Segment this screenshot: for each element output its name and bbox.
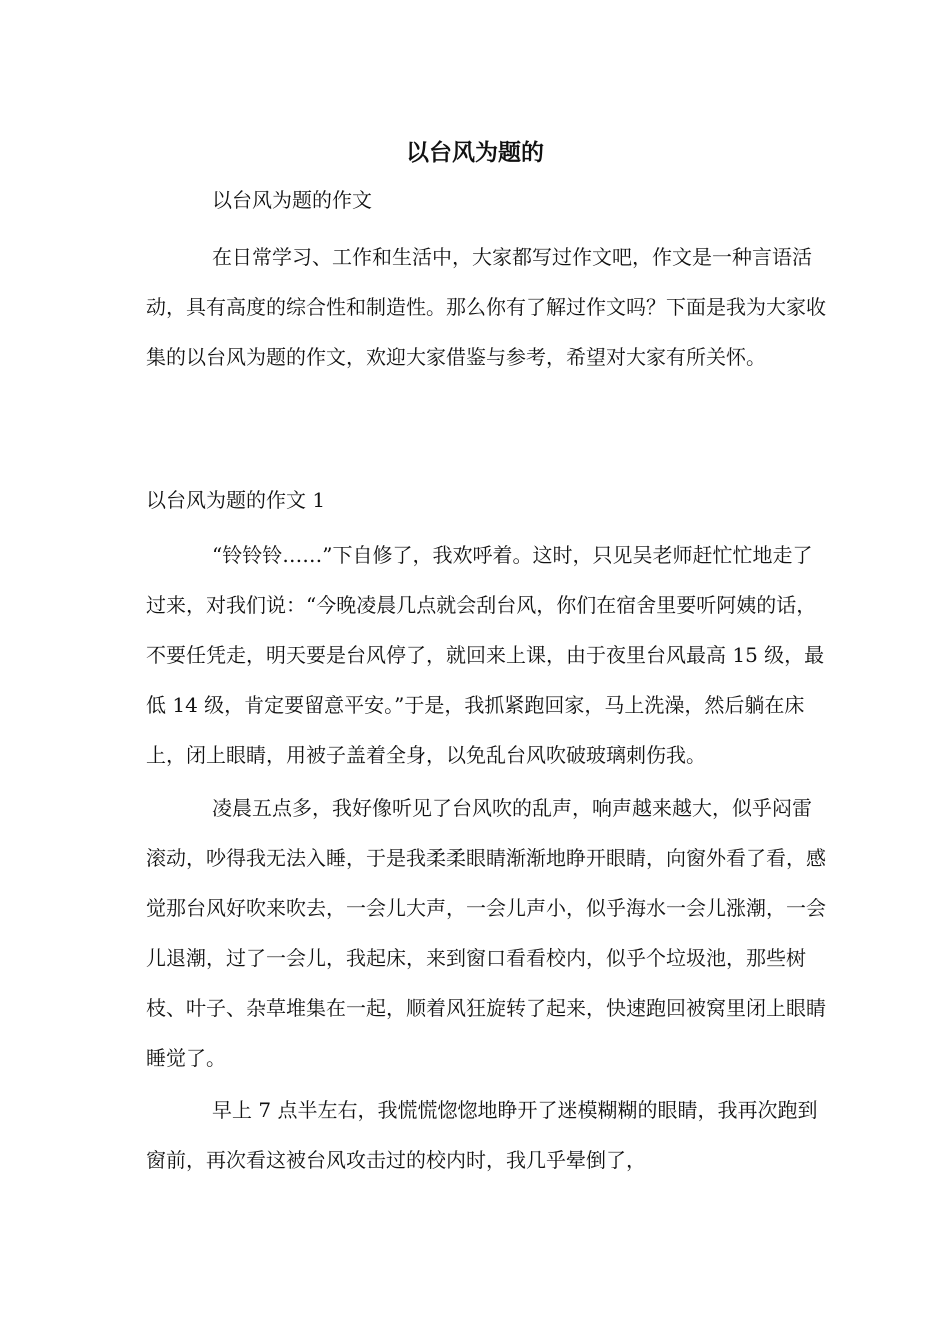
essay-body — [146, 530, 826, 1185]
section-heading: 以台风为题的作文 1 — [146, 488, 326, 512]
essay-paragraph: “铃铃铃……”下自修了，我欢呼着。这时，只见吴老师赶忙忙地走了过来，对我们说：“今晚凌晨几点就会刮台风，你们在宿舍里要听阿姨的话，不要任凭走，明天要是台风停了，就回来上课，由于夜里台风最高 15 级，最低 14 级，肯定要留意平安。”于是，我抓紧跑回家，马上洗澡，然后躺在床上，闭上眼睛，用被子盖着全身，以免乱台风吹破玻璃刺伤我。 — [146, 543, 825, 767]
document-title: 以台风为题的 — [406, 139, 544, 166]
essay-paragraph: 早上 7 点半左右，我慌慌惚惚地睁开了迷模糊糊的眼睛，我再次跑到窗前，再次看这被台风攻击过的校内时，我几乎晕倒了， — [146, 1098, 818, 1172]
intro-paragraph: 在日常学习、工作和生活中，大家都写过作文吧，作文是一种言语活动，具有高度的综合性和制造性。那么你有了解过作文吗？下面是我为大家收集的以台风为题的作文，欢迎大家借鉴与参考，希望对大家有所关怀。 — [146, 245, 826, 369]
document-subtitle: 以台风为题的作文 — [212, 188, 372, 212]
essay-paragraph: 凌晨五点多，我好像听见了台风吹的乱声，响声越来越大，似乎闷雷滚动，吵得我无法入睡，于是我柔柔眼睛渐渐地睁开眼睛，向窗外看了看，感觉那台风好吹来吹去，一会儿大声，一会儿声小，似乎海水一会儿涨潮，一会儿退潮，过了一会儿，我起床，来到窗口看看校内，似乎个垃圾池，那些树枝、叶子、杂草堆集在一起，顺着风狂旋转了起来，快速跑回被窝里闭上眼睛睡觉了。 — [146, 796, 826, 1070]
